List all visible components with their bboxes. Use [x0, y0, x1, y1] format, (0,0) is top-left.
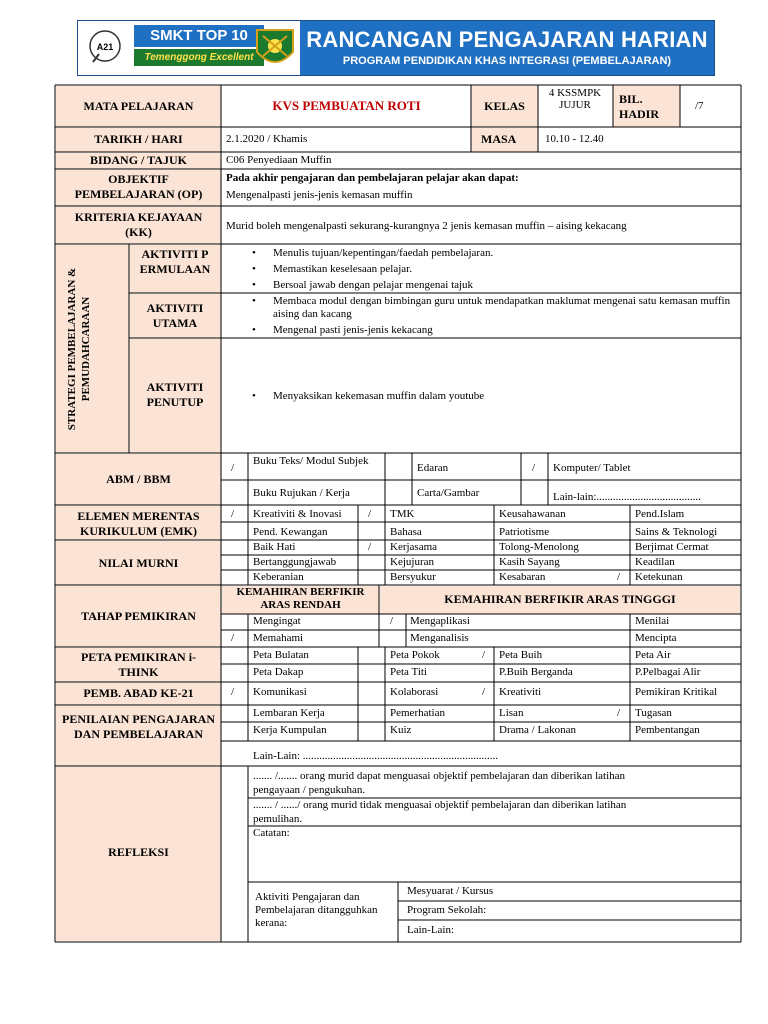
refleksi-line1b: pengayaan / pengukuhan. — [253, 784, 366, 796]
kriteria-value: Murid boleh mengenalpasti sekurang-kurangnya 2 jenis kemasan muffin – aising kekacang — [226, 220, 627, 232]
penilaian-item-1: Lembaran Kerja — [253, 707, 325, 719]
abm-komputer: Komputer/ Tablet — [553, 462, 631, 474]
objektif-intro: Pada akhir pengajaran dan pembelajaran pelajar akan dapat: — [226, 172, 519, 184]
abm-mark-komputer: / — [532, 462, 536, 474]
penilaian-item-7: Drama / Lakonan — [499, 724, 576, 736]
penilaian-item-8: Pembentangan — [635, 724, 700, 736]
strategi-side-label: STRATEGI PEMBELAJARAN & PEMUDAHCARAAN — [66, 267, 92, 431]
penilaian-item-5: Kerja Kumpulan — [253, 724, 327, 736]
aktiviti-utama-label: AKTIVITI UTAMA — [146, 301, 204, 330]
nilai-item-2: Kerjasama — [390, 541, 438, 553]
nilai-item-10: Bersyukur — [390, 571, 436, 583]
tahap-item-6: Mencipta — [635, 632, 677, 644]
emk-mark-1: / — [231, 508, 235, 520]
nilai-label: NILAI MURNI — [98, 556, 179, 570]
tahap-mark-2: / — [390, 615, 394, 627]
badge-text: A21 — [96, 42, 114, 52]
abm-lain: Lain-lain:...................................... — [553, 491, 701, 503]
emk-mark-2: / — [368, 508, 372, 520]
peta-item-7: P.Buih Berganda — [499, 666, 573, 678]
peta-mark-3: / — [482, 649, 486, 661]
refleksi-mesyuarat: Mesyuarat / Kursus — [407, 885, 494, 897]
nilai-item-3: Tolong-Menolong — [499, 541, 579, 553]
kelas-value: 4 KSSMPK JUJUR — [548, 87, 602, 111]
emk-item-4: Pend.Islam — [635, 508, 685, 520]
tahap-item-2: Mengaplikasi — [410, 615, 470, 627]
refleksi-catatan: Catatan: — [253, 827, 290, 839]
tahap-label: TAHAP PEMIKIRAN — [81, 609, 196, 623]
penilaian-item-2: Pemerhatian — [390, 707, 445, 719]
abm-carta: Carta/Gambar — [417, 487, 480, 499]
nilai-mark-12: / — [617, 571, 621, 583]
bidang-label: BIDANG / TAJUK — [90, 153, 187, 167]
slogan: Temenggong Excellent — [134, 49, 264, 66]
abad-item-4: Pemikiran Kritikal — [635, 686, 718, 698]
abad-item-1: Komunikasi — [253, 686, 307, 698]
kelas-label: KELAS — [484, 99, 525, 113]
permulaan-item-3: • Bersoal jawab dengan pelajar mengenai tajuk — [273, 279, 473, 292]
penilaian-mark-4: / — [617, 707, 621, 719]
abm-label: ABM / BBM — [106, 472, 171, 486]
masa-value: 10.10 - 12.40 — [545, 133, 604, 145]
nilai-item-8: Keadilan — [635, 556, 675, 568]
abad-mark-1: / — [231, 686, 235, 698]
emk-item-6: Bahasa — [390, 526, 422, 538]
kriteria-label: KRITERIA KEJAYAAN (KK) — [74, 210, 203, 239]
penilaian-lain: Lain-Lain: ....................................................................... — [253, 750, 499, 762]
utama-item-2: • Mengenal pasti jenis-jenis kekacang — [273, 324, 433, 337]
krk-label: KEMAHIRAN BERFIKIR ARAS RENDAH — [236, 586, 365, 611]
emk-item-3: Keusahawanan — [499, 508, 566, 520]
nilai-item-5: Bertanggungjawab — [253, 556, 337, 568]
refleksi-line1a: ....... /....... orang murid dapat menguasai objektif pembelajaran dan diberikan latihan — [253, 770, 626, 782]
tahap-item-5: Menganalisis — [410, 632, 469, 644]
tahap-item-4: Memahami — [253, 632, 304, 644]
emk-label: ELEMEN MERENTAS KURIKULUM (EMK) — [77, 509, 200, 538]
abm-buku-rujukan: Buku Rujukan / Kerja — [253, 487, 350, 499]
utama-item-1: • Membaca modul dengan bimbingan guru untuk mendapatkan maklumat mengenai satu kemasan muffin aising dan kacang — [273, 295, 735, 321]
objektif-label: OBJEKTIF PEMBELAJARAN (OP) — [74, 172, 203, 201]
refleksi-ditangguh: Aktiviti Pengajaran dan Pembelajaran ditangguhkan kerana: — [255, 891, 378, 929]
peta-item-5: Peta Dakap — [253, 666, 304, 678]
nilai-item-11: Kesabaran — [499, 571, 546, 583]
penilaian-item-4: Tugasan — [635, 707, 672, 719]
refleksi-label: REFLEKSI — [108, 845, 169, 859]
emk-item-2: TMK — [390, 508, 415, 520]
school-line: SMKT TOP 10 — [134, 25, 264, 47]
tahap-item-3: Menilai — [635, 615, 670, 627]
emk-item-7: Patriotisme — [499, 526, 550, 538]
nilai-item-12: Ketekunan — [635, 571, 683, 583]
tahap-item-1: Mengingat — [253, 615, 301, 627]
emk-item-8: Sains & Teknologi — [635, 526, 718, 538]
peta-item-3: Peta Buih — [499, 649, 543, 661]
penilaian-label: PENILAIAN PENGAJARAN DAN PEMBELAJARAN — [62, 712, 216, 741]
peta-label: PETA PEMIKIRAN i-THINK — [80, 650, 197, 679]
tarikh-value: 2.1.2020 / Khamis — [226, 133, 308, 145]
permulaan-item-1: • Menulis tujuan/kepentingan/faedah pembelajaran. — [273, 247, 493, 260]
peta-item-6: Peta Titi — [390, 666, 427, 678]
nilai-item-6: Kejujuran — [390, 556, 434, 568]
peta-item-8: P.Pelbagai Alir — [635, 666, 701, 678]
mata-pelajaran-label: MATA PELAJARAN — [83, 99, 194, 113]
abad-item-3: Kreativiti — [499, 686, 542, 698]
penilaian-item-6: Kuiz — [390, 724, 412, 736]
refleksi-line2a: ....... / ....../ orang murid tidak menguasai objektif pembelajaran dan diberikan latihan — [253, 799, 627, 811]
emk-item-1: Kreativiti & Inovasi — [253, 508, 342, 520]
refleksi-line2b: pemulihan. — [253, 813, 303, 825]
abad-item-2: Kolaborasi — [390, 686, 439, 698]
permulaan-item-2: • Memastikan keselesaan pelajar. — [273, 263, 412, 276]
nilai-item-4: Berjimat Cermat — [635, 541, 709, 553]
abm-mark-buku-teks: / — [231, 462, 235, 474]
nilai-mark-2: / — [368, 541, 372, 553]
page-title: RANCANGAN PENGAJARAN HARIAN — [306, 27, 708, 52]
peta-item-1: Peta Bulatan — [253, 649, 309, 661]
peta-item-2: Peta Pokok — [390, 649, 440, 661]
aktiviti-permulaan-label — [132, 247, 218, 277]
penilaian-item-3: Lisan — [499, 707, 524, 719]
kbat-label: KEMAHIRAN BERFIKIR ARAS TINGGGI — [444, 592, 676, 606]
penutup-item-1: • Menyaksikan kekemasan muffin dalam youtube — [273, 390, 484, 403]
page-subtitle: PROGRAM PENDIDIKAN KHAS INTEGRASI (PEMBELAJARAN) — [342, 55, 672, 67]
masa-label: MASA — [481, 132, 517, 146]
emk-item-5: Pend. Kewangan — [253, 526, 328, 538]
bil-hadir-label: BIL. HADIR — [619, 92, 660, 121]
abm-buku-teks: Buku Teks/ Modul Subjek — [253, 455, 369, 467]
refleksi-lain: Lain-Lain: — [407, 924, 455, 936]
objektif-value: Mengenalpasti jenis-jenis kemasan muffin — [226, 189, 413, 201]
abm-edaran: Edaran — [417, 462, 449, 474]
bidang-value: C06 Penyediaan Muffin — [226, 154, 332, 166]
peta-item-4: Peta Air — [635, 649, 671, 661]
aktiviti-penutup-label: AKTIVITI PENUTUP — [146, 380, 204, 409]
refleksi-program: Program Sekolah: — [407, 904, 487, 916]
tarikh-label: TARIKH / HARI — [94, 132, 183, 146]
nilai-item-1: Baik Hati — [253, 541, 296, 553]
nilai-item-7: Kasih Sayang — [499, 556, 560, 568]
abad-label: PEMB. ABAD KE-21 — [83, 686, 194, 700]
abad-mark-3: / — [482, 686, 486, 698]
tahap-mark-4: / — [231, 632, 235, 644]
nilai-item-9: Keberanian — [253, 571, 304, 583]
aktiviti-permulaan-text: AKTIVITI PERMULAAN — [139, 247, 211, 276]
bil-hadir-value: /7 — [695, 100, 704, 112]
mata-pelajaran-value: KVS PEMBUATAN ROTI — [272, 98, 421, 113]
